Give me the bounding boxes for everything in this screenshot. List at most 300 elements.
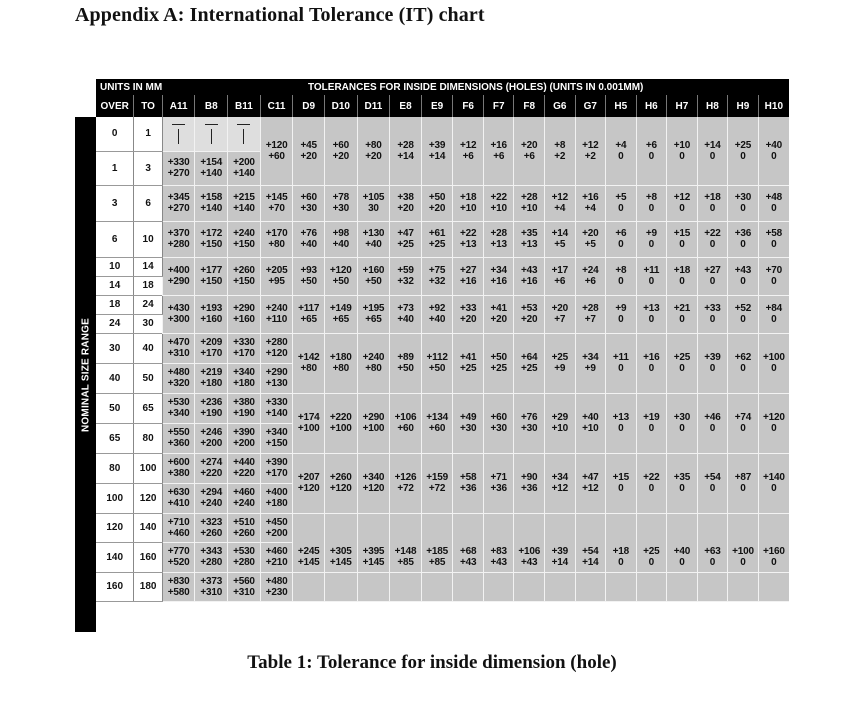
tolerance-cell	[728, 333, 759, 393]
upper-deviation: +25	[643, 545, 660, 557]
lower-deviation: +50	[397, 363, 414, 374]
tolerance-cell	[483, 453, 514, 513]
tolerance-cell	[453, 117, 484, 185]
upper-deviation: +120	[329, 265, 352, 276]
size-over: 50	[96, 393, 134, 423]
tolerance-cell	[390, 117, 422, 185]
col-grade-h6: H6	[636, 95, 667, 117]
upper-deviation: +200	[233, 157, 255, 168]
tolerance-cell	[545, 257, 576, 295]
lower-deviation: +95	[268, 276, 285, 287]
upper-deviation: +54	[582, 545, 599, 557]
upper-deviation: +510	[233, 516, 255, 528]
tolerance-cell	[697, 393, 728, 453]
tolerance-cell-empty	[293, 513, 325, 542]
lower-deviation: +50	[300, 276, 317, 287]
tolerance-cell	[293, 453, 325, 513]
upper-deviation: +246	[200, 427, 223, 438]
tolerance-cell-empty	[357, 513, 390, 542]
size-to: 24	[134, 295, 162, 314]
size-over: 3	[96, 185, 134, 221]
size-over: 10	[96, 257, 134, 276]
lower-deviation: 0	[709, 239, 716, 250]
tolerance-cell	[636, 185, 667, 221]
lower-deviation: +240	[200, 498, 223, 509]
tolerance-cell-empty	[421, 572, 453, 601]
lower-deviation: 0	[618, 423, 624, 434]
lower-deviation: +180	[200, 378, 223, 389]
tolerance-cell	[758, 117, 789, 185]
lower-deviation: +10	[582, 423, 599, 434]
tolerance-cell-empty	[758, 513, 789, 542]
upper-deviation: +43	[734, 265, 752, 276]
lower-deviation: 0	[679, 276, 685, 287]
lower-deviation: +25	[428, 239, 446, 250]
tolerance-cell	[421, 221, 453, 257]
upper-deviation: +245	[297, 545, 320, 557]
upper-deviation: +215	[233, 192, 255, 203]
upper-deviation: +74	[734, 412, 752, 423]
lower-deviation: +300	[167, 314, 190, 325]
tolerance-cell	[260, 572, 293, 601]
tolerance-cell	[514, 117, 545, 185]
lower-deviation: +36	[459, 483, 477, 494]
tolerance-cell	[324, 257, 357, 295]
upper-deviation: +12	[673, 192, 691, 203]
upper-deviation: +12	[551, 192, 568, 203]
tolerance-cell	[758, 453, 789, 513]
upper-deviation: +450	[265, 516, 288, 528]
upper-deviation: +14	[704, 139, 721, 151]
tolerance-cell	[228, 363, 261, 393]
lower-deviation: +280	[167, 239, 190, 250]
upper-deviation: +240	[233, 228, 255, 239]
tolerance-cell	[636, 257, 667, 295]
tolerance-cell	[260, 221, 293, 257]
lower-deviation: 0	[679, 363, 685, 374]
lower-deviation: +160	[233, 314, 255, 325]
tolerance-cell	[545, 117, 576, 185]
lower-deviation: 0	[618, 556, 624, 568]
lower-deviation: 0	[679, 203, 685, 214]
col-grade-a11: A11	[162, 95, 195, 117]
lower-deviation: +200	[233, 438, 255, 449]
lower-deviation: +270	[167, 168, 190, 179]
tolerance-cell	[667, 453, 698, 513]
upper-deviation: +260	[233, 265, 255, 276]
tolerance-cell	[195, 151, 228, 185]
tolerance-cell	[667, 257, 698, 295]
upper-deviation: +22	[490, 192, 507, 203]
lower-deviation: 0	[679, 483, 685, 494]
tolerance-cell	[575, 453, 606, 513]
upper-deviation: +50	[490, 352, 507, 363]
lower-deviation: 0	[618, 239, 624, 250]
lower-deviation: 0	[679, 314, 685, 325]
tolerance-cell	[390, 333, 422, 393]
upper-deviation: +58	[459, 472, 477, 483]
lower-deviation: 0	[740, 363, 746, 374]
upper-deviation: +71	[490, 472, 507, 483]
tolerance-cell	[293, 393, 325, 453]
upper-deviation: +8	[645, 192, 657, 203]
col-to: TO	[134, 95, 162, 117]
upper-deviation: +345	[167, 192, 190, 203]
upper-deviation: +274	[200, 457, 223, 468]
upper-deviation: +220	[329, 412, 352, 423]
size-over: 65	[96, 423, 134, 453]
tolerance-cell	[228, 423, 261, 453]
upper-deviation: +43	[521, 265, 538, 276]
tolerance-cell	[357, 333, 390, 393]
lower-deviation: 0	[740, 239, 746, 250]
tolerance-cell	[667, 333, 698, 393]
upper-deviation: +48	[765, 192, 783, 203]
upper-deviation: +33	[704, 303, 721, 314]
lower-deviation: 0	[771, 203, 777, 214]
lower-deviation: +150	[233, 239, 255, 250]
side-label-text: NOMINAL SIZE RANGE	[80, 317, 91, 432]
col-grade-b8: B8	[195, 95, 228, 117]
lower-deviation: +70	[268, 203, 285, 214]
lower-deviation: +170	[200, 348, 223, 359]
lower-deviation: +7	[554, 314, 566, 325]
tolerance-cell	[453, 221, 484, 257]
col-grade-h5: H5	[606, 95, 637, 117]
upper-deviation: +29	[551, 412, 568, 423]
tolerance-cell-empty	[483, 572, 514, 601]
tolerance-cell-empty	[357, 572, 390, 601]
lower-deviation: +14	[428, 150, 446, 162]
tolerance-cell	[697, 333, 728, 393]
lower-deviation: +20	[332, 150, 349, 162]
tolerance-cell	[293, 295, 325, 333]
upper-deviation: +159	[426, 472, 448, 483]
lower-deviation: +30	[521, 423, 538, 434]
tolerance-cell-empty	[545, 572, 576, 601]
upper-deviation: +290	[233, 303, 255, 314]
tolerance-cell	[228, 117, 261, 151]
tolerance-cell-empty	[606, 513, 637, 542]
upper-deviation: +30	[673, 412, 691, 423]
upper-deviation: +370	[167, 228, 190, 239]
lower-deviation: 0	[679, 556, 685, 568]
lower-deviation: +280	[233, 557, 255, 568]
lower-deviation: +72	[428, 483, 446, 494]
tolerance-cell	[195, 221, 228, 257]
tolerance-cell	[606, 295, 637, 333]
tolerance-cell	[483, 295, 514, 333]
tolerance-cell	[260, 117, 293, 185]
no-value-bar	[243, 129, 244, 144]
lower-deviation: +170	[233, 348, 255, 359]
upper-deviation: +9	[645, 228, 657, 239]
tolerance-cell	[606, 257, 637, 295]
lower-deviation: +120	[297, 483, 320, 494]
lower-deviation: +380	[167, 468, 190, 479]
size-over: 6	[96, 221, 134, 257]
upper-deviation: +87	[734, 472, 752, 483]
lower-deviation: 0	[740, 423, 746, 434]
upper-deviation: +470	[167, 337, 190, 348]
tolerance-cell	[606, 221, 637, 257]
upper-deviation: +9	[615, 303, 627, 314]
lower-deviation: +460	[167, 527, 190, 539]
lower-deviation: +14	[551, 556, 568, 568]
units-label: UNITS IN MM	[96, 79, 162, 95]
tolerance-cell	[421, 185, 453, 221]
tolerance-cell	[453, 542, 484, 572]
tolerance-cell	[606, 185, 637, 221]
upper-deviation: +340	[265, 427, 288, 438]
size-to: 1	[134, 117, 162, 151]
lower-deviation: 0	[771, 363, 777, 374]
upper-deviation: +390	[233, 427, 255, 438]
tolerance-cell	[357, 117, 390, 185]
lower-deviation: +10	[490, 203, 507, 214]
tolerance-cell	[421, 333, 453, 393]
lower-deviation: 0	[679, 239, 685, 250]
table-row	[96, 513, 789, 542]
lower-deviation: 0	[679, 423, 685, 434]
lower-deviation: +145	[362, 556, 385, 568]
lower-deviation: +60	[397, 423, 414, 434]
size-over: 30	[96, 333, 134, 363]
upper-deviation: +106	[394, 412, 417, 423]
upper-deviation: +20	[521, 139, 538, 151]
lower-deviation: 0	[740, 276, 746, 287]
lower-deviation: +150	[200, 276, 223, 287]
lower-deviation: +20	[459, 314, 477, 325]
no-value-dash	[205, 124, 218, 125]
upper-deviation: +550	[167, 427, 190, 438]
upper-deviation: +35	[521, 228, 538, 239]
lower-deviation: 0	[771, 483, 777, 494]
upper-deviation: +460	[233, 487, 255, 498]
lower-deviation: 0	[771, 314, 777, 325]
size-to: 80	[134, 423, 162, 453]
tolerance-cell	[758, 185, 789, 221]
col-grade-c11: C11	[260, 95, 293, 117]
lower-deviation: 0	[618, 276, 624, 287]
upper-deviation: +18	[459, 192, 477, 203]
tolerance-cell	[697, 542, 728, 572]
tolerance-cell	[453, 393, 484, 453]
upper-deviation: +290	[362, 412, 385, 423]
tolerance-cell	[575, 393, 606, 453]
upper-deviation: +5	[615, 192, 627, 203]
lower-deviation: +40	[428, 314, 446, 325]
upper-deviation: +98	[332, 228, 349, 239]
size-to: 10	[134, 221, 162, 257]
lower-deviation: +30	[459, 423, 477, 434]
upper-deviation: +47	[582, 472, 599, 483]
lower-deviation: +40	[300, 239, 317, 250]
tolerance-cell	[260, 295, 293, 333]
tolerance-cell	[421, 393, 453, 453]
table-row	[96, 117, 789, 151]
lower-deviation: +2	[584, 150, 596, 162]
upper-deviation: +205	[265, 265, 288, 276]
tolerance-cell-empty	[293, 572, 325, 601]
lower-deviation: +6	[554, 276, 566, 287]
tolerance-cell	[324, 393, 357, 453]
tolerance-cell	[514, 453, 545, 513]
upper-deviation: +47	[397, 228, 414, 239]
lower-deviation: 0	[771, 423, 777, 434]
size-over: 40	[96, 363, 134, 393]
lower-deviation: +580	[167, 586, 190, 598]
size-to: 18	[134, 276, 162, 295]
tolerance-cell-empty	[390, 513, 422, 542]
lower-deviation: +140	[265, 408, 288, 419]
size-to: 30	[134, 314, 162, 333]
upper-deviation: +50	[428, 192, 446, 203]
tolerance-cell	[324, 221, 357, 257]
lower-deviation: +150	[265, 438, 288, 449]
lower-deviation: +20	[397, 203, 414, 214]
tolerance-cell	[195, 117, 228, 151]
lower-deviation: +6	[584, 276, 596, 287]
tolerance-cell-empty	[728, 513, 759, 542]
tolerance-cell	[636, 221, 667, 257]
tolerance-cell	[195, 513, 228, 542]
tolerance-cell-empty	[667, 513, 698, 542]
tolerance-cell	[575, 295, 606, 333]
tolerance-cell	[195, 333, 228, 363]
tolerance-cell	[514, 185, 545, 221]
table-row	[96, 453, 789, 483]
upper-deviation: +18	[612, 545, 630, 557]
tolerance-cell	[195, 572, 228, 601]
tolerance-cell	[575, 185, 606, 221]
upper-deviation: +770	[167, 546, 190, 557]
upper-deviation: +630	[167, 487, 190, 498]
upper-deviation: +174	[297, 412, 320, 423]
tolerance-cell	[162, 185, 195, 221]
tolerance-cell	[514, 221, 545, 257]
lower-deviation: +5	[554, 239, 566, 250]
lower-deviation: +7	[584, 314, 596, 325]
lower-deviation: +140	[200, 168, 223, 179]
col-grade-e9: E9	[421, 95, 453, 117]
upper-deviation: +134	[426, 412, 448, 423]
upper-deviation: +236	[200, 397, 223, 408]
tolerance-cell-empty	[453, 572, 484, 601]
upper-deviation: +28	[521, 192, 538, 203]
size-over: 120	[96, 513, 134, 542]
tolerance-cell	[260, 185, 293, 221]
upper-deviation: +13	[643, 303, 660, 314]
lower-deviation: +280	[200, 557, 223, 568]
size-to: 40	[134, 333, 162, 363]
tolerance-cell	[758, 221, 789, 257]
tolerance-cell	[545, 542, 576, 572]
lower-deviation: +290	[167, 276, 190, 287]
upper-deviation: +100	[732, 545, 754, 557]
lower-deviation: 0	[648, 556, 655, 568]
tolerance-cell	[195, 185, 228, 221]
lower-deviation: +220	[200, 468, 223, 479]
upper-deviation: +400	[265, 487, 288, 498]
lower-deviation: +20	[365, 150, 382, 162]
tolerance-cell	[293, 185, 325, 221]
lower-deviation: +140	[233, 168, 255, 179]
upper-deviation: +390	[265, 457, 288, 468]
tolerance-cell	[390, 257, 422, 295]
lower-deviation: +60	[428, 423, 446, 434]
tolerance-cell	[667, 295, 698, 333]
upper-deviation: +75	[428, 265, 446, 276]
lower-deviation: 0	[771, 556, 777, 568]
tolerance-cell	[697, 185, 728, 221]
upper-deviation: +28	[582, 303, 599, 314]
lower-deviation: +6	[462, 150, 474, 162]
tolerance-cell	[162, 483, 195, 513]
lower-deviation: 0	[740, 203, 746, 214]
tolerance-cell	[357, 393, 390, 453]
upper-deviation: +130	[362, 228, 385, 239]
tolerance-cell	[606, 453, 637, 513]
upper-deviation: +46	[704, 412, 721, 423]
upper-deviation: +36	[734, 228, 752, 239]
tolerance-cell	[228, 295, 261, 333]
upper-deviation: +64	[521, 352, 538, 363]
upper-deviation: +158	[200, 192, 223, 203]
tolerance-cell	[453, 185, 484, 221]
tolerance-cell	[697, 295, 728, 333]
upper-deviation: +172	[200, 228, 223, 239]
lower-deviation: +230	[265, 586, 288, 598]
lower-deviation: 0	[618, 314, 624, 325]
tolerance-cell	[421, 542, 453, 572]
tolerance-cell	[162, 542, 195, 572]
tolerance-cell	[293, 333, 325, 393]
lower-deviation: +150	[200, 239, 223, 250]
upper-deviation: +89	[397, 352, 414, 363]
lower-deviation: +50	[332, 276, 349, 287]
lower-deviation: 0	[648, 150, 655, 162]
upper-deviation: +177	[200, 265, 223, 276]
size-to: 6	[134, 185, 162, 221]
tolerance-cell	[636, 453, 667, 513]
upper-deviation: +11	[643, 265, 660, 276]
lower-deviation: +32	[428, 276, 446, 287]
tolerance-cell	[421, 453, 453, 513]
lower-deviation: +80	[332, 363, 349, 374]
upper-deviation: +330	[233, 337, 255, 348]
upper-deviation: +160	[362, 265, 385, 276]
upper-deviation: +207	[297, 472, 320, 483]
upper-deviation: +33	[459, 303, 477, 314]
lower-deviation: +65	[365, 314, 382, 325]
lower-deviation: +140	[200, 203, 223, 214]
tolerance-cell-empty	[575, 572, 606, 601]
tolerance-cell	[728, 295, 759, 333]
upper-deviation: +28	[397, 139, 414, 151]
upper-deviation: +380	[233, 397, 255, 408]
upper-deviation: +149	[329, 303, 352, 314]
lower-deviation: 0	[709, 150, 716, 162]
upper-deviation: +142	[297, 352, 320, 363]
size-over: 140	[96, 542, 134, 572]
lower-deviation: +145	[297, 556, 320, 568]
upper-deviation: +19	[643, 412, 660, 423]
tolerance-cell	[162, 117, 195, 151]
lower-deviation: +4	[584, 203, 596, 214]
tolerance-cell	[636, 333, 667, 393]
tolerance-cell	[390, 393, 422, 453]
